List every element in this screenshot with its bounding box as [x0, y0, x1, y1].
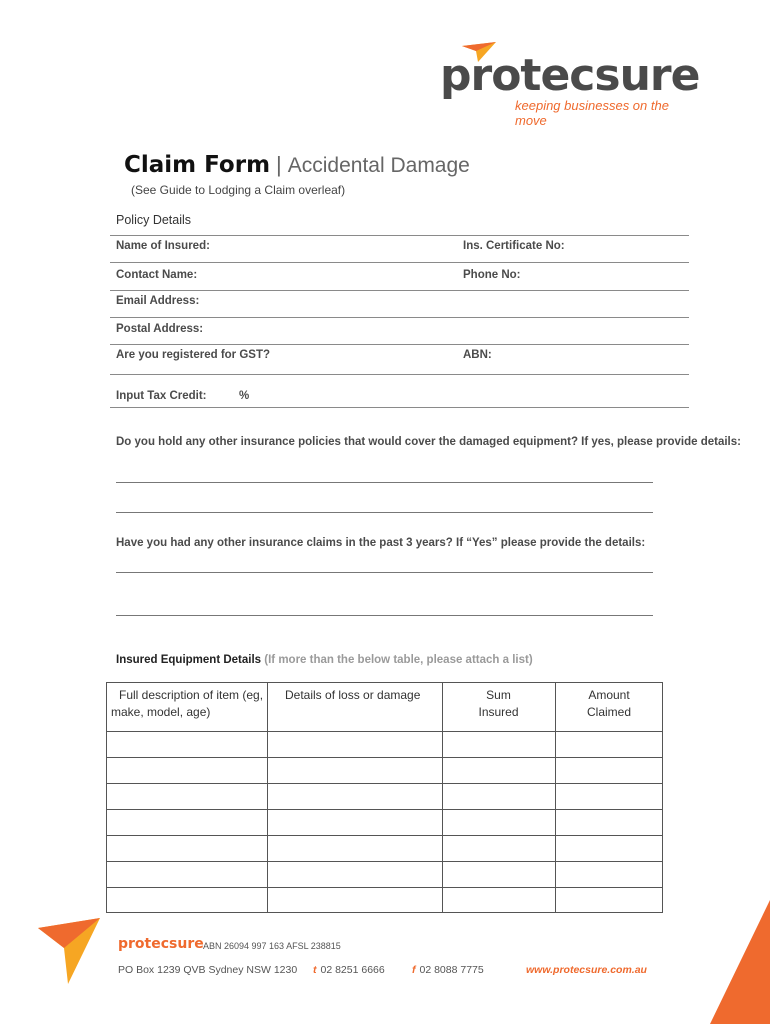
logo-tagline: keeping businesses on the move — [515, 98, 669, 128]
answer-line[interactable] — [116, 512, 653, 513]
column-header-sum-insured — [442, 687, 555, 721]
phone-number: 02 8251 6666 — [320, 964, 385, 976]
table-row[interactable] — [107, 731, 662, 732]
policy-details-heading: Policy Details — [116, 213, 192, 227]
abn-field[interactable]: ABN: — [463, 349, 492, 361]
table-row[interactable] — [107, 757, 662, 758]
column-header-line: Full description of item (eg, — [119, 688, 264, 702]
column-header-line: make, model, age) — [111, 705, 211, 719]
phone-field[interactable]: Phone No: — [463, 269, 521, 281]
percent-sign: % — [239, 390, 250, 402]
divider — [110, 317, 689, 318]
divider — [110, 344, 689, 345]
form-title-sub: Accidental Damage — [287, 154, 470, 177]
column-header-amount-claimed — [555, 687, 663, 721]
equipment-table — [106, 682, 663, 913]
footer-fax — [412, 964, 484, 976]
fax-number: 02 8088 7775 — [419, 964, 484, 976]
table-row[interactable] — [107, 861, 662, 862]
logo-wordmark: protecsure — [440, 50, 700, 101]
phone-key: t — [313, 964, 317, 976]
footer-address: PO Box 1239 QVB Sydney NSW 1230 — [118, 964, 298, 976]
title-note: (See Guide to Lodging a Claim overleaf) — [131, 183, 346, 197]
form-title — [124, 152, 470, 178]
table-row[interactable] — [107, 835, 662, 836]
divider — [110, 374, 689, 375]
equipment-heading — [116, 654, 533, 666]
column-header-line: Sum — [486, 688, 511, 702]
column-header-description — [111, 687, 269, 721]
column-header-line: Details of loss or damage — [285, 688, 421, 702]
other-claims-question: Have you had any other insurance claims in the past 3 years? If “Yes” please provide the details: — [116, 537, 646, 549]
column-header-details — [285, 687, 440, 704]
gst-registered-field[interactable]: Are you registered for GST? — [116, 349, 271, 361]
equipment-heading-title: Insured Equipment Details — [116, 654, 262, 666]
footer-abn: ABN 26094 997 163 AFSL 238815 — [203, 941, 341, 951]
input-tax-credit-field[interactable]: Input Tax Credit: — [116, 390, 207, 402]
table-row[interactable] — [107, 887, 662, 888]
divider — [110, 235, 689, 236]
footer-website-link[interactable]: www.protecsure.com.au — [526, 964, 647, 976]
divider — [110, 290, 689, 291]
other-policies-question: Do you hold any other insurance policies that would cover the damaged equipment? If yes, please provide details: — [116, 436, 741, 448]
form-title-main: Claim Form — [124, 152, 271, 178]
divider — [110, 407, 689, 408]
contact-name-field[interactable]: Contact Name: — [116, 269, 198, 281]
column-header-line: Insured — [478, 705, 519, 719]
answer-line[interactable] — [116, 482, 653, 483]
email-address-field[interactable]: Email Address: — [116, 295, 200, 307]
protecsure-logo — [440, 36, 700, 128]
name-of-insured-field[interactable]: Name of Insured: — [116, 240, 210, 252]
footer-arrow-icon — [38, 918, 100, 984]
ins-certificate-field[interactable]: Ins. Certificate No: — [463, 240, 565, 252]
corner-accent-icon — [710, 900, 770, 1024]
footer-brand: protecsure — [118, 936, 204, 952]
title-separator: | — [276, 152, 282, 177]
table-row[interactable] — [107, 783, 662, 784]
postal-address-field[interactable]: Postal Address: — [116, 323, 204, 335]
equipment-heading-note: (If more than the below table, please attach a list) — [264, 654, 533, 666]
footer-phone — [313, 964, 385, 976]
answer-line[interactable] — [116, 572, 653, 573]
fax-key: f — [412, 964, 416, 976]
answer-line[interactable] — [116, 615, 653, 616]
column-header-line: Claimed — [586, 705, 631, 719]
column-header-line: Amount — [588, 688, 630, 702]
table-row[interactable] — [107, 809, 662, 810]
divider — [110, 262, 689, 263]
